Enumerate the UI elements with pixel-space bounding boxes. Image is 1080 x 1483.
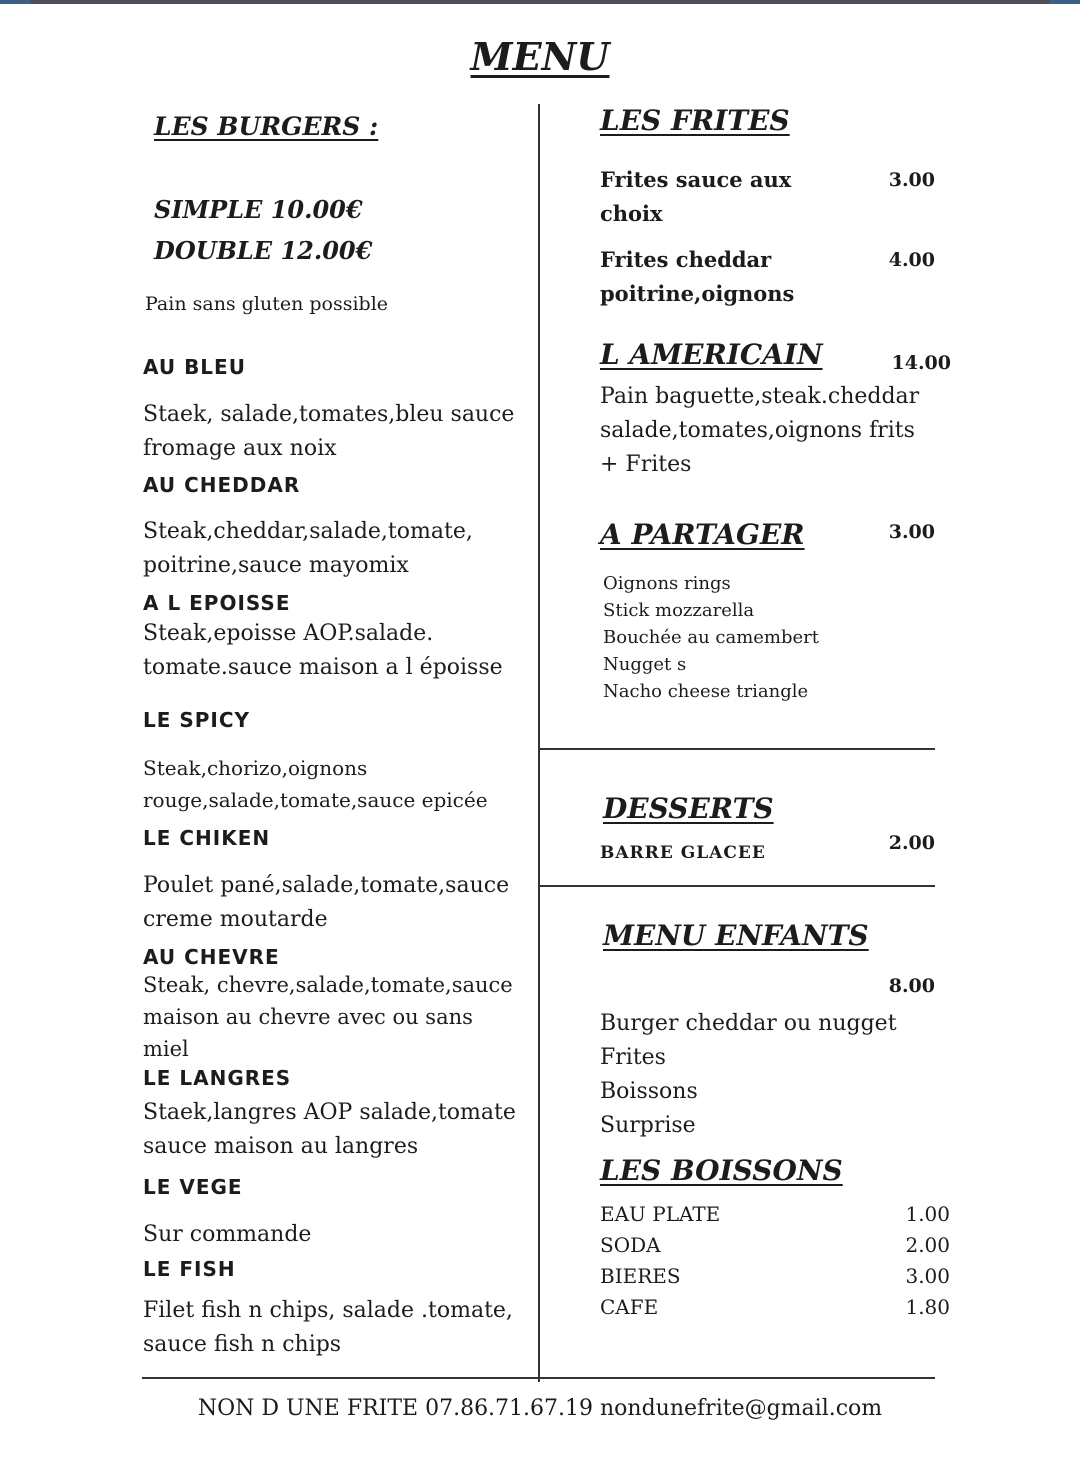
desc-line: rouge,salade,tomate,sauce epicée (143, 788, 488, 812)
boisson-name: CAFE (600, 1295, 659, 1319)
desc-line: maison au chevre avec ou sans (143, 1005, 473, 1029)
boisson-name: BIERES (600, 1264, 681, 1288)
enfants-heading: MENU ENFANTS (603, 919, 869, 952)
menu-page (0, 4, 1080, 1483)
desc-line: creme moutarde (143, 907, 328, 932)
desc-line: poitrine,sauce mayomix (143, 553, 409, 578)
desc-line: fromage aux noix (143, 436, 337, 461)
boisson-price: 3.00 (905, 1264, 950, 1288)
boisson-name: SODA (600, 1233, 661, 1257)
footer-divider (142, 1377, 935, 1379)
enfants-item: Burger cheddar ou nugget (600, 1011, 897, 1036)
boisson-name: EAU PLATE (600, 1202, 721, 1226)
desc-line: Staek, salade,tomates,bleu sauce (143, 402, 515, 427)
desc-line: + Frites (600, 452, 692, 477)
frites-item-line: choix (600, 201, 663, 226)
section-divider (540, 748, 935, 750)
americain-heading: L AMERICAIN (600, 338, 823, 371)
burger-name: LE CHIKEN (143, 826, 271, 850)
burger-name: AU BLEU (143, 355, 246, 379)
partager-item: Stick mozzarella (603, 600, 755, 621)
burger-name: LE FISH (143, 1257, 236, 1281)
desc-line: tomate.sauce maison a l époisse (143, 655, 503, 680)
desc-line: Steak, chevre,salade,tomate,sauce (143, 973, 513, 997)
burger-name: AU CHEVRE (143, 945, 280, 969)
burger-description (143, 752, 488, 816)
partager-heading: A PARTAGER (600, 518, 805, 551)
frites-item-price: 3.00 (888, 169, 935, 191)
enfants-item: Frites (600, 1045, 666, 1070)
burger-description (143, 969, 513, 1065)
desc-line: salade,tomates,oignons frits (600, 418, 915, 443)
americain-price: 14.00 (891, 352, 951, 374)
burger-simple-price: SIMPLE 10.00€ (154, 195, 363, 224)
burger-name: LE VEGE (143, 1175, 243, 1199)
burger-description (143, 1218, 311, 1252)
burger-description (143, 617, 503, 685)
frites-item-line: poitrine,oignons (600, 281, 795, 306)
desc-line: Steak,cheddar,salade,tomate, (143, 519, 473, 544)
burger-double-price: DOUBLE 12.00€ (154, 236, 373, 265)
menu-title: MENU (470, 34, 610, 79)
desserts-heading: DESSERTS (603, 792, 774, 825)
enfants-price: 8.00 (888, 975, 935, 997)
footer-contact: NON D UNE FRITE 07.86.71.67.19 nondunefrite@gmail.com (197, 1396, 883, 1421)
burger-name: LE SPICY (143, 708, 251, 732)
desc-line: sauce maison au langres (143, 1134, 419, 1159)
gluten-free-note: Pain sans gluten possible (145, 293, 389, 315)
boissons-heading: LES BOISSONS (600, 1154, 843, 1187)
boisson-price: 2.00 (905, 1233, 950, 1257)
partager-item: Nugget s (603, 654, 687, 675)
partager-list (603, 570, 819, 705)
americain-description (600, 380, 919, 482)
section-divider (540, 885, 935, 887)
burger-description (143, 869, 509, 937)
desc-line: sauce fish n chips (143, 1332, 342, 1357)
dessert-item: BARRE GLACEE (600, 843, 766, 863)
burger-name: AU CHEDDAR (143, 473, 301, 497)
frites-item-price: 4.00 (888, 249, 935, 271)
desc-line: Steak,chorizo,oignons (143, 756, 368, 780)
enfants-item: Surprise (600, 1113, 696, 1138)
frites-item (600, 163, 791, 231)
column-divider (538, 104, 540, 1382)
partager-item: Nacho cheese triangle (603, 681, 809, 702)
partager-item: Oignons rings (603, 573, 731, 594)
burger-description (143, 1294, 513, 1362)
burger-description (143, 1096, 516, 1164)
burger-name: LE LANGRES (143, 1066, 292, 1090)
burgers-heading: LES BURGERS : (154, 112, 379, 141)
boissons-prices (870, 1199, 950, 1323)
burger-description (143, 398, 514, 466)
enfants-list (600, 1007, 897, 1143)
frites-item (600, 243, 794, 311)
burger-name: A L EPOISSE (143, 591, 291, 615)
desc-line: Filet fish n chips, salade .tomate, (143, 1298, 513, 1323)
burger-description (143, 515, 473, 583)
desc-line: miel (143, 1037, 189, 1061)
desc-line: Steak,epoisse AOP.salade. (143, 621, 434, 646)
desc-line: Staek,langres AOP salade,tomate (143, 1100, 516, 1125)
partager-price: 3.00 (888, 521, 935, 543)
frites-item-line: Frites cheddar (600, 247, 772, 272)
boisson-price: 1.80 (905, 1295, 950, 1319)
frites-item-line: Frites sauce aux (600, 167, 792, 192)
boissons-names (600, 1199, 720, 1323)
desc-line: Poulet pané,salade,tomate,sauce (143, 873, 510, 898)
dessert-price: 2.00 (888, 832, 935, 854)
partager-item: Bouchée au camembert (603, 627, 820, 648)
frites-heading: LES FRITES (600, 104, 790, 137)
enfants-item: Boissons (600, 1079, 698, 1104)
desc-line: Sur commande (143, 1222, 312, 1247)
desc-line: Pain baguette,steak.cheddar (600, 384, 920, 409)
boisson-price: 1.00 (905, 1202, 950, 1226)
